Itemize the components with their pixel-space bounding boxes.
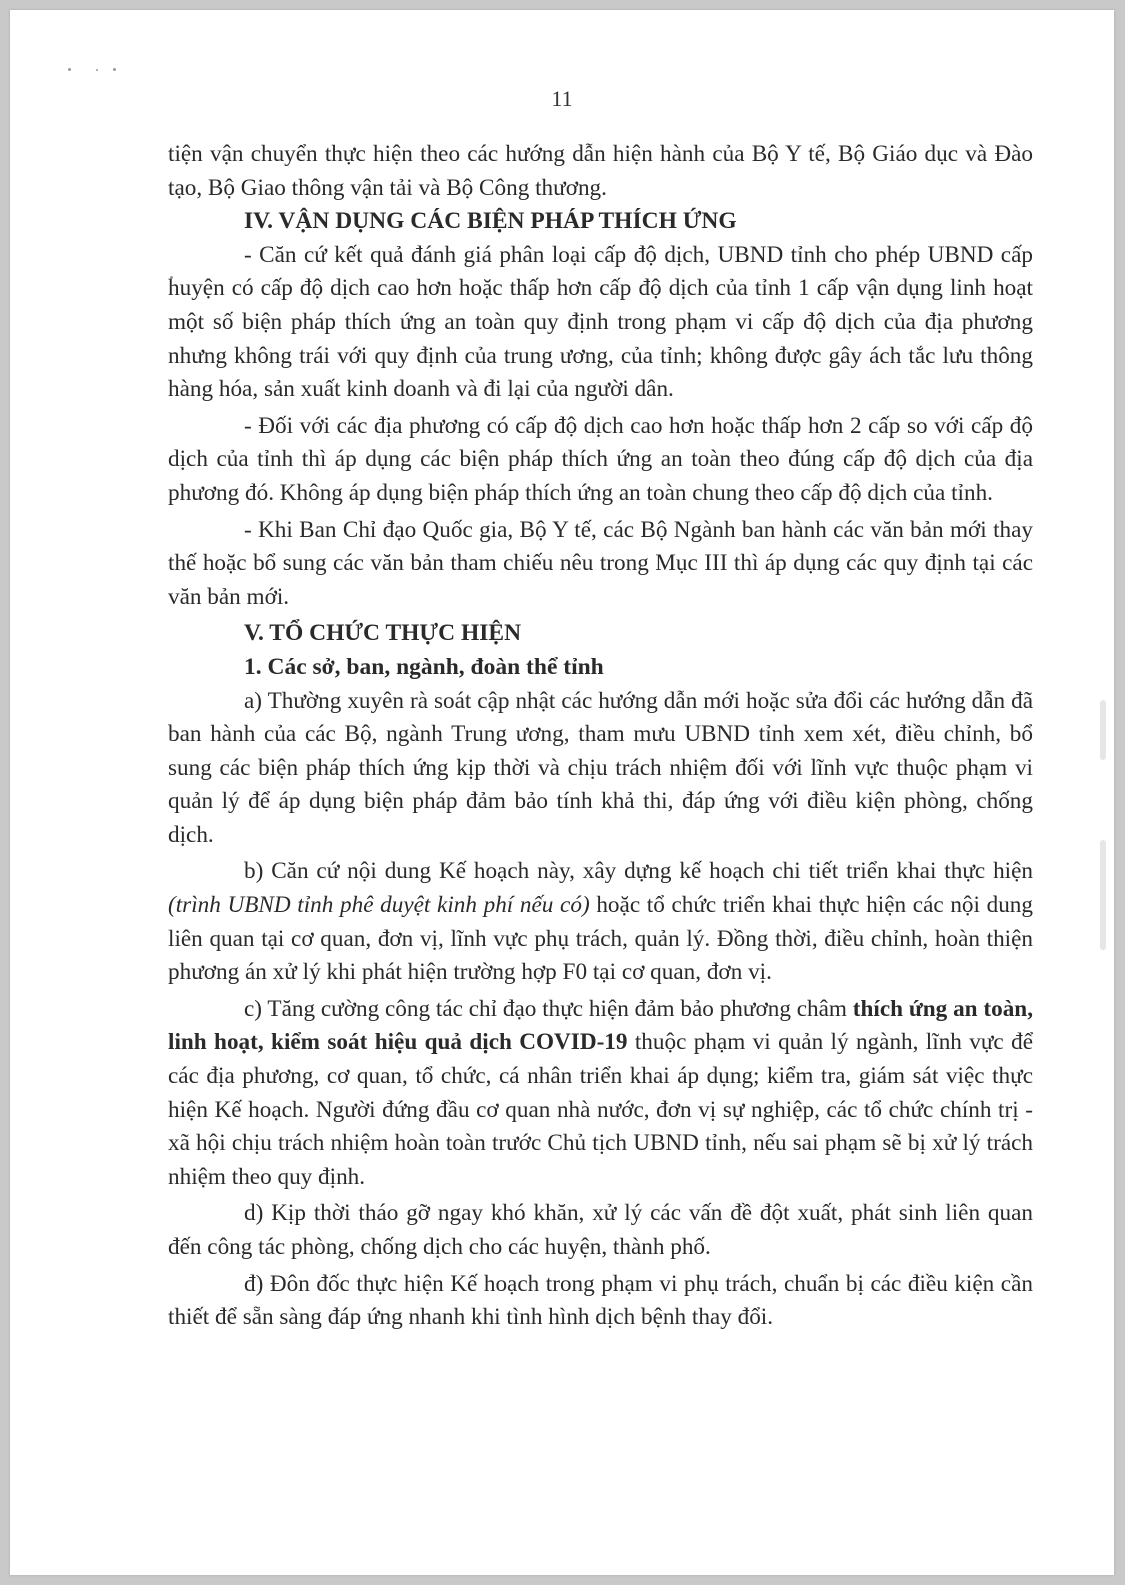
scan-edge-mark <box>1100 700 1106 760</box>
scan-speck <box>113 68 116 71</box>
section-iv-paragraph-1: - Căn cứ kết quả đánh giá phân loại cấp độ dịch, UBND tỉnh cho phép UBND cấp huyện có cấp độ dịch cao hơn hoặc thấp hơn cấp độ dịch của tỉnh 1 cấp vận dụng linh hoạt một số biện pháp thích ứng an toàn quy định trong phạm vi cấp độ dịch của địa phương nhưng không trái với quy định của trung ương, của tỉnh; không được gây ách tắc lưu thông hàng hóa, sản xuất kinh doanh và đi lại của người dân. <box>168 241 1033 403</box>
item-c-text-start: c) Tăng cường công tác chỉ đạo thực hiện đảm bảo phương châm <box>244 995 853 1022</box>
page-number: 11 <box>551 86 573 111</box>
document-body <box>168 138 1033 1335</box>
scan-speck <box>68 68 71 71</box>
item-dd-paragraph: đ) Đôn đốc thực hiện Kế hoạch trong phạm vi phụ trách, chuẩn bị các điều kiện cần thiết để sẵn sàng đáp ứng nhanh khi tình hình dịch bệnh thay đổi. <box>168 1270 1033 1331</box>
item-b-paragraph <box>168 855 1033 989</box>
section-iv-heading: IV. VẬN DỤNG CÁC BIỆN PHÁP THÍCH ỨNG <box>244 208 737 235</box>
item-b-text-start: b) Căn cứ nội dung Kế hoạch này, xây dựng kế hoạch chi tiết triển khai thực hiện <box>244 858 1033 885</box>
section-iv-paragraph-2: - Đối với các địa phương có cấp độ dịch cao hơn hoặc thấp hơn 2 cấp so với cấp độ dịch của tỉnh thì áp dụng các biện pháp thích ứng an toàn theo đúng cấp độ dịch của địa phương đó. Không áp dụng biện pháp thích ứng an toàn chung theo cấp độ dịch của tỉnh. <box>168 412 1033 506</box>
item-d-paragraph: d) Kịp thời tháo gỡ ngay khó khăn, xử lý các vấn đề đột xuất, phát sinh liên quan đến công tác phòng, chống dịch cho các huyện, thành phố. <box>168 1200 1033 1260</box>
item-b-text-end: hoặc tổ chức triển khai thực hiện các nội dung liên quan tại cơ quan, đơn vị, lĩnh vực phụ trách, quản lý. Đồng thời, điều chỉnh, hoàn thiện phương án xử lý khi phát hiện trường hợp F0 tại cơ quan, đơn vị. <box>168 892 1033 986</box>
item-b-italic-note: (trình UBND tỉnh phê duyệt kinh phí nếu có) <box>168 892 590 919</box>
item-c-bold-motto: thích ứng an toàn, linh hoạt, kiểm soát hiệu quả dịch COVID-19 <box>168 995 1033 1056</box>
subsection-1-heading: 1. Các sở, ban, ngành, đoàn thể tỉnh <box>244 653 604 680</box>
paragraph-continued: tiện vận chuyển thực hiện theo các hướng dẫn hiện hành của Bộ Y tế, Bộ Giáo dục và Đào tạo, Bộ Giao thông vận tải và Bộ Công thương. <box>168 141 1033 201</box>
item-c-paragraph <box>168 993 1033 1195</box>
document-page <box>10 10 1114 1575</box>
scan-speck <box>96 69 98 71</box>
section-v-heading: V. TỔ CHỨC THỰC HIỆN <box>244 620 522 647</box>
item-a-paragraph: a) Thường xuyên rà soát cập nhật các hướng dẫn mới hoặc sửa đổi các hướng dẫn đã ban hành của các Bộ, ngành Trung ương, tham mưu UBND tỉnh xem xét, điều chỉnh, bổ sung các biện pháp thích ứng kịp thời và chịu trách nhiệm đối với lĩnh vực thuộc phạm vi quản lý để áp dụng biện pháp đảm bảo tính khả thi, đáp ứng với điều kiện phòng, chống dịch. <box>168 687 1033 848</box>
section-iv-paragraph-3: - Khi Ban Chỉ đạo Quốc gia, Bộ Y tế, các Bộ Ngành ban hành các văn bản mới thay thế hoặc bổ sung các văn bản tham chiếu nêu trong Mục III thì áp dụng các quy định tại các văn bản mới. <box>168 516 1033 610</box>
scan-edge-mark <box>1100 840 1106 950</box>
item-c-text-end: thuộc phạm vi quản lý ngành, lĩnh vực để các địa phương, cơ quan, tổ chức, cá nhân triển khai áp dụng; kiểm tra, giám sát việc thực hiện Kế hoạch. Người đứng đầu cơ quan nhà nước, đơn vị sự nghiệp, các tổ chức chính trị - xã hội chịu trách nhiệm hoàn toàn trước Chủ tịch UBND tỉnh, nếu sai phạm sẽ bị xử lý trách nhiệm theo quy định. <box>168 1029 1033 1190</box>
